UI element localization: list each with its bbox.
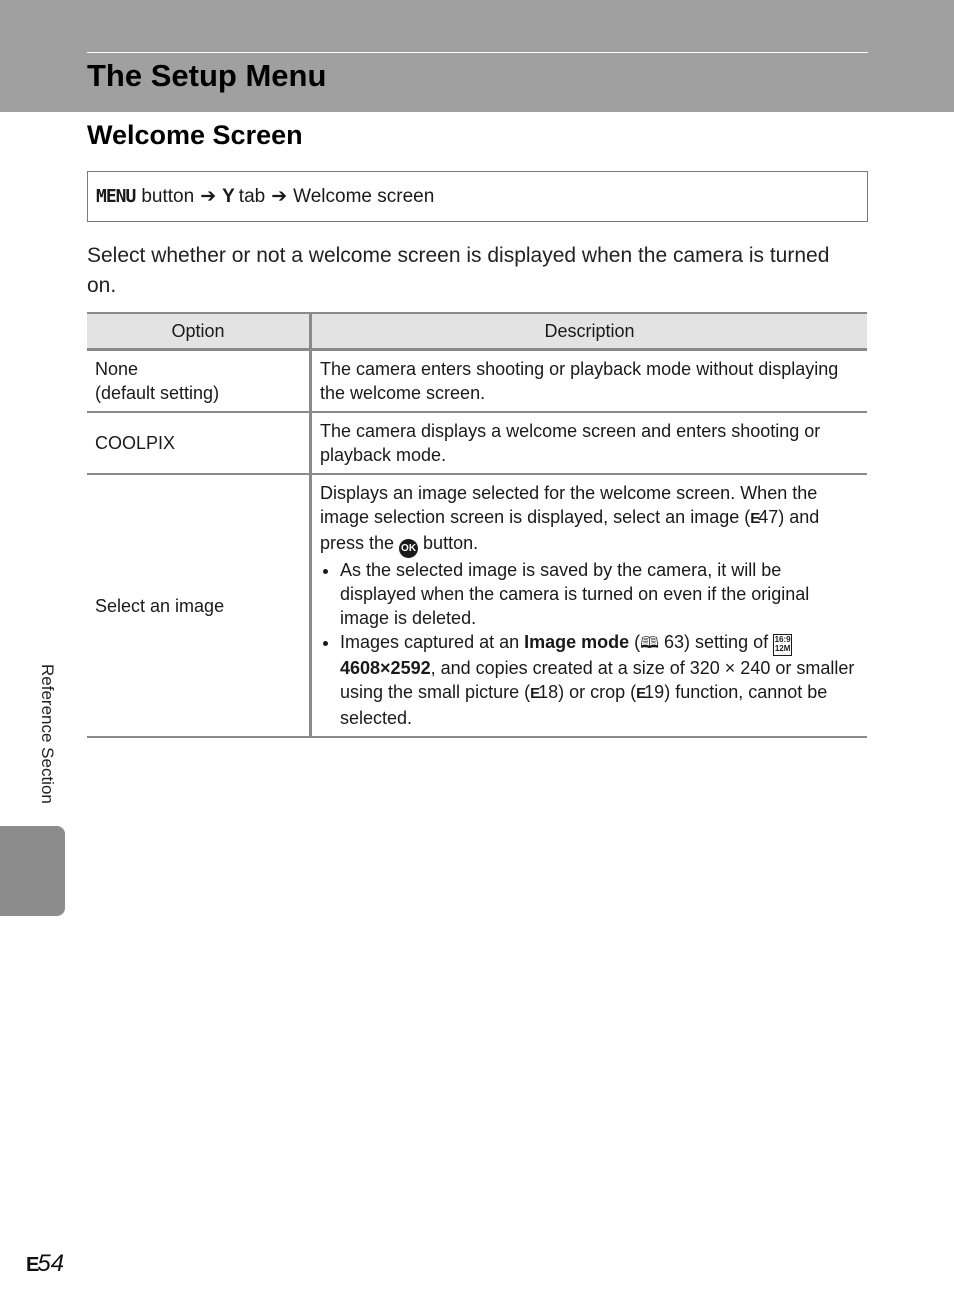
column-header-description: Description bbox=[311, 313, 868, 350]
wrench-icon: Y bbox=[222, 185, 235, 207]
image-size-label: 4608×2592 bbox=[340, 658, 431, 678]
desc-text: Images captured at an bbox=[340, 632, 525, 652]
desc-text: 63) setting of bbox=[659, 632, 774, 652]
page-ref: 47 bbox=[758, 507, 779, 527]
page-title: The Setup Menu bbox=[87, 58, 327, 93]
image-mode-label: Image mode bbox=[524, 632, 630, 652]
book-icon: 🕮 bbox=[640, 635, 660, 652]
header-band bbox=[0, 0, 954, 112]
desc-text: ) and press the bbox=[320, 507, 820, 553]
nav-tab-text: tab bbox=[238, 185, 266, 207]
desc-text: ) function, cannot be selected. bbox=[340, 682, 828, 728]
description-cell: The camera enters shooting or playback mode without displaying the welcome screen. bbox=[311, 350, 868, 413]
option-cell: COOLPIX bbox=[87, 412, 311, 474]
reference-section-icon: E bbox=[530, 685, 539, 702]
table-row bbox=[87, 412, 867, 474]
page-number bbox=[26, 1250, 64, 1278]
desc-text: button. bbox=[418, 533, 479, 553]
description-cell: The camera displays a welcome screen and enters shooting or playback mode. bbox=[311, 412, 868, 474]
reference-section-icon: E bbox=[750, 510, 759, 527]
image-size-icon: 16:9 12M bbox=[773, 634, 792, 656]
side-section-tab bbox=[0, 826, 65, 916]
desc-text: ( bbox=[629, 632, 641, 652]
menu-navigation-path bbox=[87, 171, 868, 222]
intro-paragraph: Select whether or not a welcome screen is displayed when the camera is turned on. bbox=[87, 244, 830, 297]
bullet-item: • As the selected image is saved by the camera, it will be displayed when the camera is turned on even if the original image is deleted. bbox=[340, 558, 859, 630]
table-row bbox=[87, 474, 867, 737]
nav-button-text: button bbox=[141, 185, 195, 207]
reference-section-icon: E bbox=[636, 685, 645, 702]
header-rule bbox=[87, 52, 868, 53]
description-bullets bbox=[320, 558, 859, 730]
arrow-right-icon: ➔ bbox=[271, 186, 288, 207]
option-note: (default setting) bbox=[95, 383, 220, 403]
nav-target-text: Welcome screen bbox=[293, 185, 435, 207]
page-ref: 19 bbox=[644, 682, 665, 702]
side-section-label: Reference Section bbox=[38, 664, 57, 804]
ok-button-icon: OK bbox=[399, 539, 418, 558]
bullet-item bbox=[340, 630, 859, 730]
reference-section-icon: E bbox=[26, 1254, 38, 1276]
desc-text: ) or crop ( bbox=[558, 682, 637, 702]
arrow-right-icon: ➔ bbox=[200, 186, 217, 207]
table-row bbox=[87, 350, 867, 413]
desc-text: Displays an image selected for the welcome screen. When the image selection screen is displayed, select an image ( bbox=[320, 483, 818, 527]
option-name: None bbox=[95, 359, 139, 379]
options-table bbox=[87, 312, 867, 738]
description-cell bbox=[311, 474, 868, 737]
column-header-option: Option bbox=[87, 313, 311, 350]
desc-text: , and copies created at a size of 320 × 240 or smaller using the small picture ( bbox=[340, 658, 855, 702]
option-cell: Select an image bbox=[87, 474, 311, 737]
page-number-value: 54 bbox=[37, 1250, 65, 1277]
description-intro bbox=[320, 481, 859, 558]
table-header-row bbox=[87, 313, 867, 350]
section-title: Welcome Screen bbox=[87, 120, 303, 150]
page-ref: 18 bbox=[538, 682, 559, 702]
menu-button-icon: MENU bbox=[96, 186, 136, 207]
option-cell bbox=[87, 350, 311, 413]
